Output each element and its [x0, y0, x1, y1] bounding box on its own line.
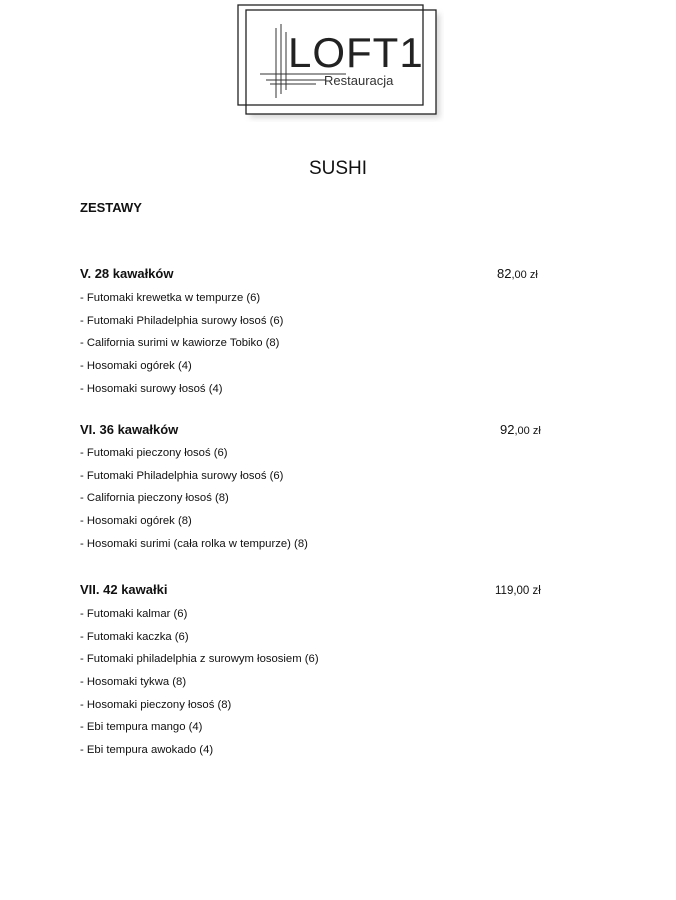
page-title: SUSHI: [308, 158, 368, 179]
price-decimal: ,00 zł: [511, 269, 538, 281]
price-decimal: ,00 zł: [514, 425, 541, 437]
set-price: [495, 583, 541, 599]
list-item: - Hosomaki ogórek (4): [80, 360, 192, 373]
list-item: - Hosomaki pieczony łosoś (8): [80, 698, 232, 711]
set-title: V. 28 kawałków: [80, 266, 174, 281]
price-amount: 92: [500, 422, 515, 437]
set-items-list: [80, 603, 319, 762]
list-item: - Futomaki kalmar (6): [80, 608, 188, 620]
set-items-list: [80, 442, 308, 555]
price-amount: 82: [497, 266, 512, 281]
list-item: - Hosomaki surowy łosoś (4): [80, 382, 223, 395]
set-items-list: [80, 287, 283, 400]
price-amount: 119,00 zł: [495, 585, 541, 597]
list-item: - Hosomaki tykwa (8): [80, 676, 187, 689]
list-item: - California surimi w kawiorze Tobiko (8): [80, 337, 280, 350]
list-item: - Futomaki Philadelphia surowy łosoś (6): [80, 469, 284, 482]
list-item: - Hosomaki ogórek (8): [80, 515, 192, 528]
list-item: - Hosomaki surimi (cała rolka w tempurze) (8): [80, 537, 308, 550]
section-title: ZESTAWY: [80, 200, 142, 215]
restaurant-logo: [236, 4, 444, 122]
list-item: - Ebi tempura awokado (4): [80, 744, 214, 757]
list-item: - Futomaki Philadelphia surowy łosoś (6): [80, 314, 284, 327]
set-title: VII. 42 kawałki: [80, 582, 168, 597]
list-item: - Futomaki kaczka (6): [80, 630, 189, 643]
set-price: [500, 422, 541, 439]
list-item: - Futomaki pieczony łosoś (6): [80, 447, 228, 459]
logo-subtitle: Restauracja: [324, 73, 394, 88]
list-item: - Futomaki krewetka w tempurze (6): [80, 292, 261, 304]
logo-name: LOFT1: [288, 29, 424, 76]
list-item: - Futomaki philadelphia z surowym łososiem (6): [80, 653, 319, 666]
set-title: VI. 36 kawałków: [80, 422, 179, 437]
set-price: [497, 266, 538, 283]
list-item: - Ebi tempura mango (4): [80, 721, 203, 734]
list-item: - California pieczony łosoś (8): [80, 492, 229, 505]
